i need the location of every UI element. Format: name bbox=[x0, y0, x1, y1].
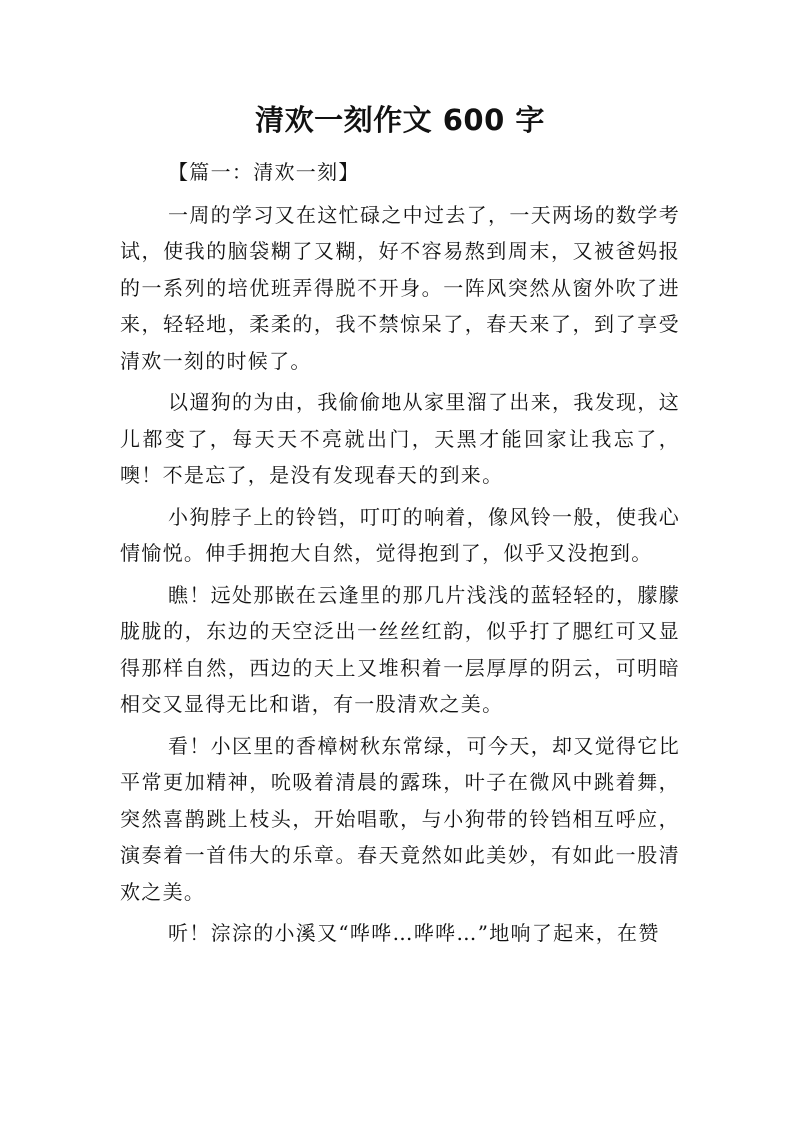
document-body bbox=[120, 154, 680, 952]
document-title: 清欢一刻作文 600 字 bbox=[255, 103, 545, 137]
paragraph-4: 瞧！远处那嵌在云逢里的那几片浅浅的蓝轻轻的，朦朦胧胧的，东边的天空泛出一丝丝红韵，似乎打了腮红可又显得那样自然，西边的天上又堆积着一层厚厚的阴云，可明暗相交又显得无比和谐，有一股清欢之美。 bbox=[120, 582, 680, 716]
paragraph-5: 看！小区里的香樟树秋东常绿，可今天，却又觉得它比平常更加精神，吮吸着清晨的露珠，叶子在微风中跳着舞，突然喜鹊跳上枝头，开始唱歌，与小狗带的铃铛相互呼应，演奏着一首伟大的乐章。春天竟然如此美妙，有如此一股清欢之美。 bbox=[120, 733, 680, 904]
paragraph-6: 听！淙淙的小溪又“哗哗…哗哗…”地响了起来，在赞 bbox=[168, 921, 660, 945]
paragraph-2: 以遛狗的为由，我偷偷地从家里溜了出来，我发现，这儿都变了，每天天不亮就出门，天黑才能回家让我忘了，噢！不是忘了，是没有发现春天的到来。 bbox=[120, 390, 680, 487]
paragraph-1: 一周的学习又在这忙碌之中过去了，一天两场的数学考试，使我的脑袋糊了又糊，好不容易熬到周末，又被爸妈报的一系列的培优班弄得脱不开身。一阵风突然从窗外吹了进来，轻轻地，柔柔的，我不禁惊呆了，春天来了，到了享受清欢一刻的时候了。 bbox=[120, 202, 680, 373]
paragraph-3: 小狗脖子上的铃铛，叮叮的响着，像风铃一般，使我心情愉悦。伸手拥抱大自然，觉得抱到了，似乎又没抱到。 bbox=[120, 504, 680, 565]
section-heading: 【篇一：清欢一刻】 bbox=[168, 160, 360, 184]
